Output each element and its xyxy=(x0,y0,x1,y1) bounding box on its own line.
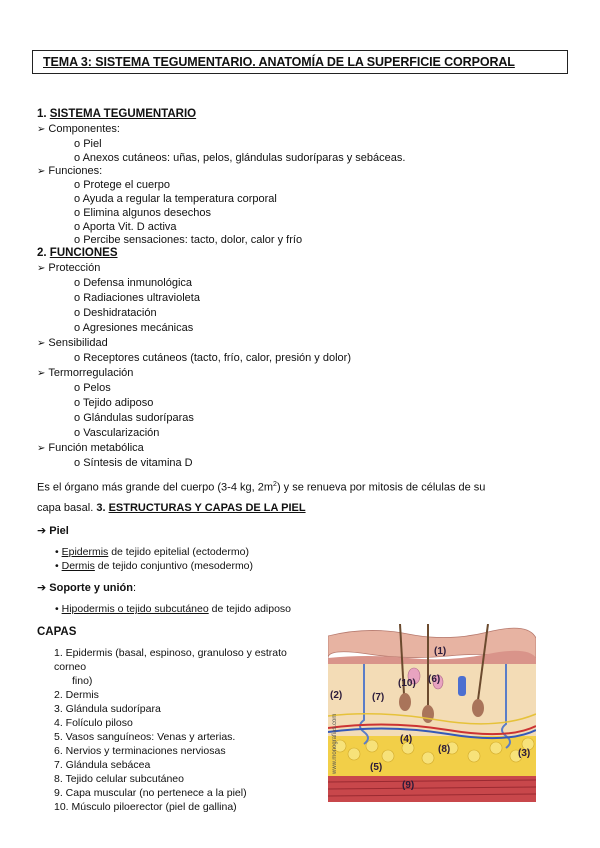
list-item-text: Tejido adiposo xyxy=(82,397,154,409)
list-item xyxy=(55,545,249,559)
label-7: (7) xyxy=(372,692,385,703)
list-item-text: Protege el cuerpo xyxy=(83,179,171,191)
list-item xyxy=(74,276,192,290)
list-item xyxy=(74,396,153,410)
circle-bullet-icon: o xyxy=(74,277,81,289)
list-item xyxy=(74,220,177,234)
list-item-text: Anexos cutáneos: uñas, pelos, glándulas sudoríparas y sebáceas. xyxy=(82,152,406,164)
circle-bullet-icon: o xyxy=(74,152,81,164)
dot-bullet-icon: • xyxy=(55,560,59,572)
list-item-text: Defensa inmunológica xyxy=(83,277,193,289)
group-label-text: Función metabólica xyxy=(48,442,144,454)
arrow-bullet-icon: ➢ xyxy=(37,368,46,379)
list-item xyxy=(74,381,111,395)
list-item xyxy=(74,321,193,335)
list-item-text: Síntesis de vitamina D xyxy=(83,457,193,469)
superscript: 2 xyxy=(273,481,277,488)
funciones-text: Funciones: xyxy=(48,165,103,177)
list-item xyxy=(74,426,159,440)
capas-item: corneo xyxy=(54,661,87,673)
section-2-number: 2. xyxy=(37,247,47,259)
term: Hipodermis o tejido subcutáneo xyxy=(61,603,209,615)
label-3: (3) xyxy=(518,748,531,759)
paragraph-line-1 xyxy=(37,478,485,495)
capas-item: 8. Tejido celular subcutáneo xyxy=(54,773,184,785)
circle-bullet-icon: o xyxy=(74,382,81,394)
colon: : xyxy=(133,582,137,594)
label-9: (9) xyxy=(402,780,415,791)
capas-heading: CAPAS xyxy=(37,626,77,638)
group-label-text: Sensibilidad xyxy=(48,337,108,349)
circle-bullet-icon: o xyxy=(74,234,81,246)
componentes-label xyxy=(37,122,120,137)
capas-item: 4. Folículo piloso xyxy=(54,717,133,729)
list-item xyxy=(74,306,157,320)
circle-bullet-icon: o xyxy=(74,412,81,424)
term: Dermis xyxy=(61,560,95,572)
list-item-text: Pelos xyxy=(83,382,111,394)
list-item xyxy=(74,137,102,151)
label-8: (8) xyxy=(438,744,451,755)
list-item-text: Glándulas sudoríparas xyxy=(83,412,194,424)
watermark-text: www.monografias.com xyxy=(332,713,338,774)
list-item-text: Vascularización xyxy=(83,427,160,439)
label-2: (2) xyxy=(330,690,343,701)
piel-heading-text: Piel xyxy=(49,525,69,537)
list-item-text: Ayuda a regular la temperatura corporal xyxy=(82,193,277,205)
group-label-proteccion xyxy=(37,261,100,276)
list-item xyxy=(74,456,193,470)
list-item xyxy=(74,178,170,192)
capas-item: 6. Nervios y terminaciones nerviosas xyxy=(54,745,226,757)
list-item-text: Piel xyxy=(83,138,102,150)
section-1-title: SISTEMA TEGUMENTARIO xyxy=(49,108,197,120)
arrow-bullet-icon: ➢ xyxy=(37,166,46,177)
piel-heading xyxy=(37,524,69,538)
soporte-heading xyxy=(37,581,136,595)
capas-item: 10. Músculo piloerector (piel de gallina) xyxy=(54,801,237,813)
soporte-heading-text: Soporte y unión xyxy=(49,582,134,594)
skin-cross-section-diagram xyxy=(328,624,536,802)
list-item xyxy=(55,559,253,573)
list-item-text: Percibe sensaciones: tacto, dolor, calor y frío xyxy=(83,234,303,246)
arrow-right-icon: ➔ xyxy=(37,525,47,537)
list-item xyxy=(74,291,200,305)
group-label-termorregulacion xyxy=(37,366,133,381)
list-item-text: Deshidratación xyxy=(83,307,157,319)
label-5: (5) xyxy=(370,762,383,773)
list-item xyxy=(74,151,405,165)
list-item xyxy=(74,206,211,220)
term-description: de tejido adiposo xyxy=(208,603,292,615)
list-item-text: Receptores cutáneos (tacto, frío, calor, presión y dolor) xyxy=(83,352,351,364)
list-item xyxy=(55,602,291,616)
arrow-bullet-icon: ➢ xyxy=(37,124,46,135)
dot-bullet-icon: • xyxy=(55,546,59,558)
section-2-title: FUNCIONES xyxy=(49,247,118,259)
term-description: de tejido conjuntivo (mesodermo) xyxy=(94,560,254,572)
capas-item: 5. Vasos sanguíneos: Venas y arterias. xyxy=(54,731,236,743)
paragraph-text: ) y se renueva por mitosis de células de su xyxy=(276,481,486,494)
term-description: de tejido epitelial (ectodermo) xyxy=(108,546,249,558)
circle-bullet-icon: o xyxy=(74,193,81,205)
circle-bullet-icon: o xyxy=(74,292,81,304)
label-1: (1) xyxy=(434,646,447,657)
section-2-heading xyxy=(37,246,118,260)
funciones-label xyxy=(37,164,102,179)
capas-item: 3. Glándula sudorípara xyxy=(54,703,161,715)
label-10: (10) xyxy=(398,678,416,689)
arrow-bullet-icon: ➢ xyxy=(37,338,46,349)
title-box xyxy=(32,50,568,74)
arrow-bullet-icon: ➢ xyxy=(37,443,46,454)
list-item-text: Aporta Vit. D activa xyxy=(82,221,177,233)
capas-item: 9. Capa muscular (no pertenece a la piel) xyxy=(54,787,247,799)
list-item-text: Radiaciones ultravioleta xyxy=(83,292,200,304)
label-6: (6) xyxy=(428,674,441,685)
arrow-bullet-icon: ➢ xyxy=(37,263,46,274)
section-1-number: 1. xyxy=(37,108,47,120)
paragraph-line-2 xyxy=(37,501,306,515)
list-item xyxy=(74,192,277,206)
group-label-funcion-metabolica xyxy=(37,441,144,456)
group-label-text: Protección xyxy=(48,262,101,274)
label-4: (4) xyxy=(400,734,413,745)
paragraph-text: Es el órgano más grande del cuerpo (3-4 kg, 2m xyxy=(37,481,274,494)
paragraph-text: capa basal. xyxy=(37,502,97,514)
term: Epidermis xyxy=(61,546,109,558)
list-item xyxy=(74,351,351,365)
circle-bullet-icon: o xyxy=(74,397,81,409)
skin-diagram-svg xyxy=(328,624,536,802)
circle-bullet-icon: o xyxy=(74,457,81,469)
list-item-text: Agresiones mecánicas xyxy=(82,322,194,334)
capas-item: fino) xyxy=(72,675,93,687)
group-label-text: Termorregulación xyxy=(48,367,134,379)
list-item xyxy=(74,233,302,247)
circle-bullet-icon: o xyxy=(74,427,81,439)
page-title: TEMA 3: SISTEMA TEGUMENTARIO. ANATOMÍA DE LA SUPERFICIE CORPORAL xyxy=(43,55,515,69)
group-label-sensibilidad xyxy=(37,336,108,351)
circle-bullet-icon: o xyxy=(74,322,81,334)
dot-bullet-icon: • xyxy=(55,603,59,615)
section-1-heading xyxy=(37,107,196,121)
circle-bullet-icon: o xyxy=(74,221,81,233)
arrow-right-icon: ➔ xyxy=(37,582,47,594)
componentes-text: Componentes: xyxy=(48,123,120,135)
circle-bullet-icon: o xyxy=(74,307,81,319)
circle-bullet-icon: o xyxy=(74,352,81,364)
circle-bullet-icon: o xyxy=(74,179,81,191)
list-item-text: Elimina algunos desechos xyxy=(83,207,211,219)
circle-bullet-icon: o xyxy=(74,207,81,219)
section-3-title: ESTRUCTURAS Y CAPAS DE LA PIEL xyxy=(108,502,306,514)
capas-item: 7. Glándula sebácea xyxy=(54,759,151,771)
capas-item: 2. Dermis xyxy=(54,689,99,701)
section-3-number: 3. xyxy=(96,502,109,514)
circle-bullet-icon: o xyxy=(74,138,81,150)
capas-item: 1. Epidermis (basal, espinoso, granuloso y estrato xyxy=(54,647,287,659)
list-item xyxy=(74,411,194,425)
